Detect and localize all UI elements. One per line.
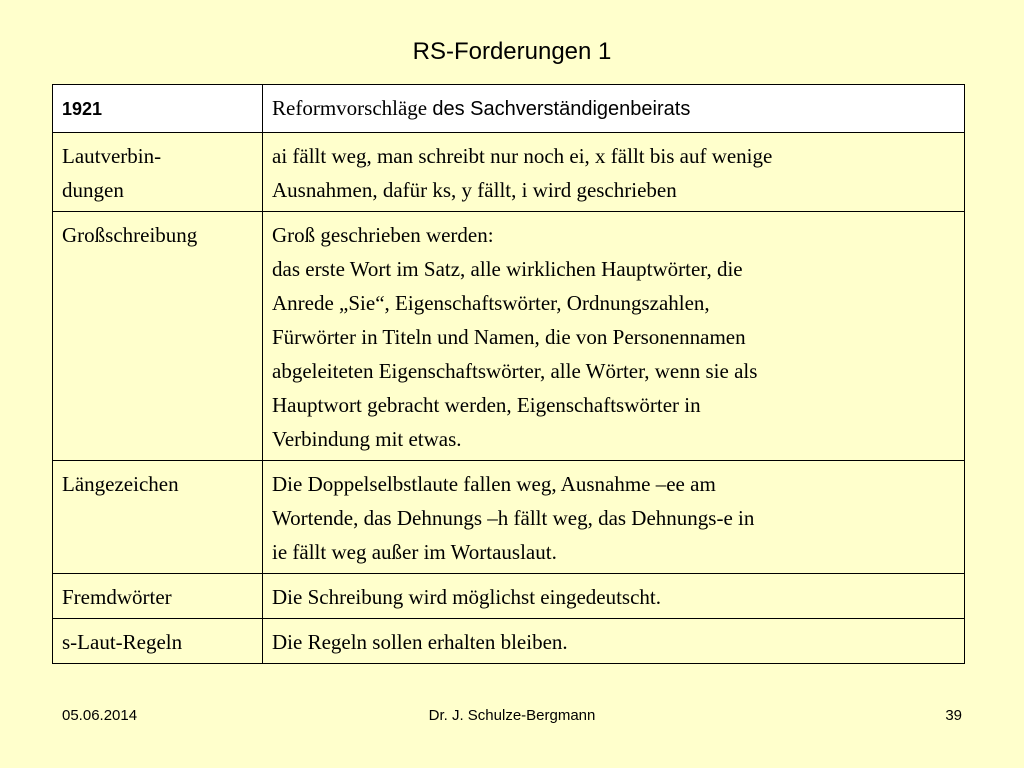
row-text-line: das erste Wort im Satz, alle wirklichen Hauptwörter, die — [272, 257, 743, 281]
row-text-line: Die Regeln sollen erhalten bleiben. — [272, 630, 568, 654]
row-text-line: Die Schreibung wird möglichst eingedeutscht. — [272, 585, 662, 609]
row-label-cell — [53, 574, 263, 619]
footer-date: 05.06.2014 — [62, 707, 138, 724]
row-label-line: Fremdwörter — [62, 585, 172, 609]
header-description-cell — [263, 85, 965, 133]
row-text-line: Wortende, das Dehnungs –h fällt weg, das Dehnungs-e in — [272, 506, 755, 530]
row-text-line: Hauptwort gebracht werden, Eigenschaftswörter in — [272, 393, 701, 417]
table-row — [53, 619, 965, 664]
table-row — [53, 212, 965, 461]
row-label-line: s-Laut-Regeln — [62, 630, 183, 654]
reform-table — [52, 84, 965, 664]
row-label-cell — [53, 133, 263, 212]
row-label-line: Längezeichen — [62, 472, 179, 496]
row-text-cell — [263, 212, 965, 461]
footer-author: Dr. J. Schulze-Bergmann — [428, 707, 596, 724]
table-header-row — [53, 85, 965, 133]
row-label-cell — [53, 212, 263, 461]
row-text-cell — [263, 133, 965, 212]
row-text-line: Die Doppelselbstlaute fallen weg, Ausnahme –ee am — [272, 472, 716, 496]
row-text-line: Groß geschrieben werden: — [272, 223, 494, 247]
row-text-cell — [263, 574, 965, 619]
header-year-cell — [53, 85, 263, 133]
row-text-line: abgeleiteten Eigenschaftswörter, alle Wörter, wenn sie als — [272, 359, 758, 383]
row-label-line: dungen — [62, 178, 124, 202]
slide-title: RS-Forderungen 1 — [412, 38, 612, 65]
header-description-sans: des Sachverständigenbeirats — [432, 98, 691, 120]
row-text-line: Verbindung mit etwas. — [272, 427, 462, 451]
table-row — [53, 574, 965, 619]
row-text-line: Fürwörter in Titeln und Namen, die von Personennamen — [272, 325, 746, 349]
row-text-cell — [263, 461, 965, 574]
row-label-cell — [53, 461, 263, 574]
table-row — [53, 133, 965, 212]
row-text-line: Anrede „Sie“, Eigenschaftswörter, Ordnungszahlen, — [272, 291, 710, 315]
row-text-line: ie fällt weg außer im Wortauslaut. — [272, 540, 557, 564]
row-text-line: ai fällt weg, man schreibt nur noch ei, x fällt bis auf wenige — [272, 144, 773, 168]
header-description-serif: Reformvorschläge — [272, 96, 428, 120]
footer-page-number: 39 — [945, 707, 962, 724]
row-text-cell — [263, 619, 965, 664]
row-label-line: Lautverbin- — [62, 144, 162, 168]
row-label-line: Großschreibung — [62, 223, 198, 247]
header-year: 1921 — [62, 99, 103, 119]
row-label-cell — [53, 619, 263, 664]
table-row — [53, 461, 965, 574]
row-text-line: Ausnahmen, dafür ks, y fällt, i wird geschrieben — [272, 178, 677, 202]
